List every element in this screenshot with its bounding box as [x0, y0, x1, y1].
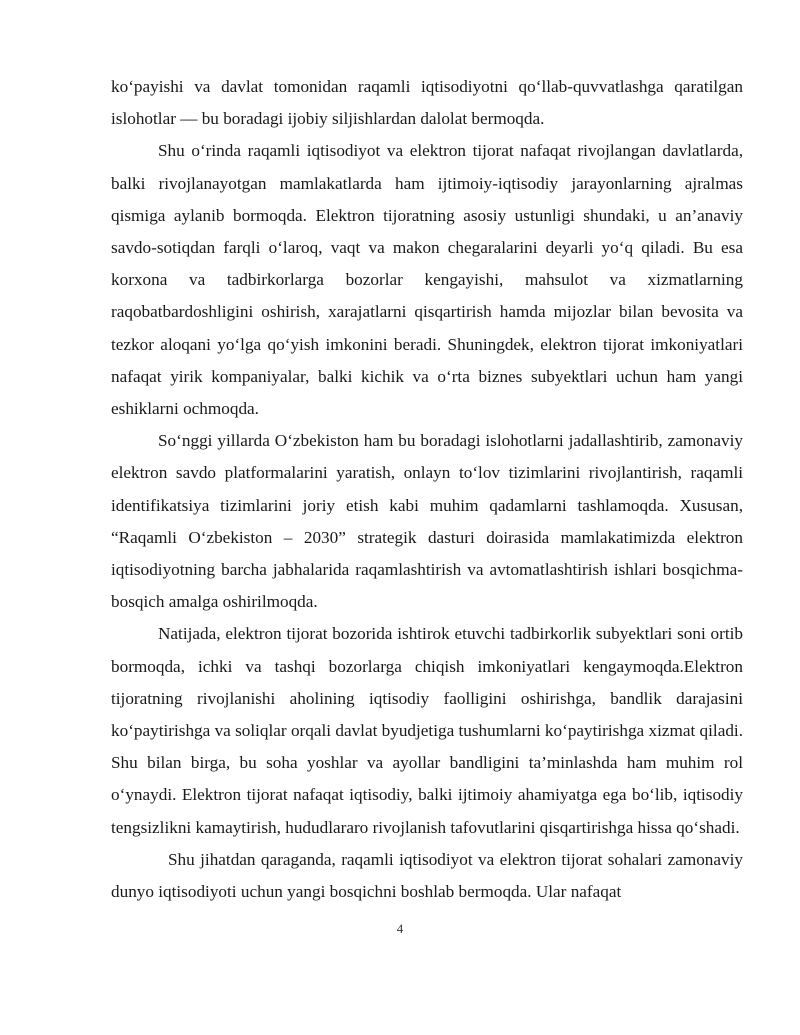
paragraph-continuation: ko‘payishi va davlat tomonidan raqamli iqtisodiyotni qo‘llab-quvvatlashga qaratilgan islohotlar — bu boradagi ijobiy siljishlardan dalolat bermoqda. — [111, 77, 743, 129]
paragraph: Natijada, elektron tijorat bozorida ishtirok etuvchi tadbirkorlik subyektlari soni ortib bormoqda, ichki va tashqi bozorlarga chiqish imkoniyatlari kengaymoqda.Elektron tijoratning rivojlanishi aholining iqtisodiy faolligini oshirishga, bandlik darajasini ko‘paytirishga va soliqlar orqali davlat byudjetiga tushumlarni ko‘paytirishga xizmat qiladi. Shu bilan birga, bu soha yoshlar va ayollar bandligini ta’minlashda ham muhim rol o‘ynaydi. Elektron tijorat nafaqat iqtisodiy, balki ijtimoiy ahamiyatga ega bo‘lib, iqtisodiy tengsizlikni kamaytirish, hududlararo rivojlanish tafovutlarini qisqartirishga hissa qo‘shadi. — [111, 624, 743, 837]
paragraph: Shu jihatdan qaraganda, raqamli iqtisodiyot va elektron tijorat sohalari zamonaviy dunyo iqtisodiyoti uchun yangi bosqichni boshlab bermoqda. Ular nafaqat — [111, 849, 743, 902]
paragraph: So‘nggi yillarda O‘zbekiston ham bu boradagi islohotlarni jadallashtirib, zamonaviy elektron savdo platformalarini yaratish, onlayn to‘lov tizimlarini rivojlantirish, raqamli identifikatsiya tizimlarini joriy etish kabi muhim qadamlarni tashlamoqda. Xususan, “Raqamli O‘zbekiston – 2030” strategik dasturi doirasida mamlakatimizda elektron iqtisodiyotning barcha jabhalarida raqamlashtirish va avtomatlashtirish ishlari bosqichma-bosqich amalga oshirilmoqda. — [111, 431, 743, 612]
paragraph: Shu o‘rinda raqamli iqtisodiyot va elektron tijorat nafaqat rivojlangan davlatlarda, balki rivojlanayotgan mamlakatlarda ham ijtimoiy-iqtisodiy jarayonlarning ajralmas qismiga aylanib bormoqda. Elektron tijoratning asosiy ustunligi shundaki, u an’anaviy savdo-sotiqdan farqli o‘laroq, vaqt va makon chegaralarini deyarli yo‘q qiladi. Bu esa korxona va tadbirkorlarga bozorlar kengayishi, mahsulot va xizmatlarning raqobatbardoshligini oshirish, xarajatlarni qisqartirish hamda mijozlar bilan bevosita va tezkor aloqani yo‘lga qo‘yish imkonini beradi. Shuningdek, elektron tijorat imkoniyatlari nafaqat yirik kompaniyalar, balki kichik va o‘rta biznes subyektlari uchun ham yangi eshiklarni ochmoqda. — [111, 141, 743, 419]
page-number: 4 — [396, 921, 404, 936]
body-text — [111, 71, 743, 908]
